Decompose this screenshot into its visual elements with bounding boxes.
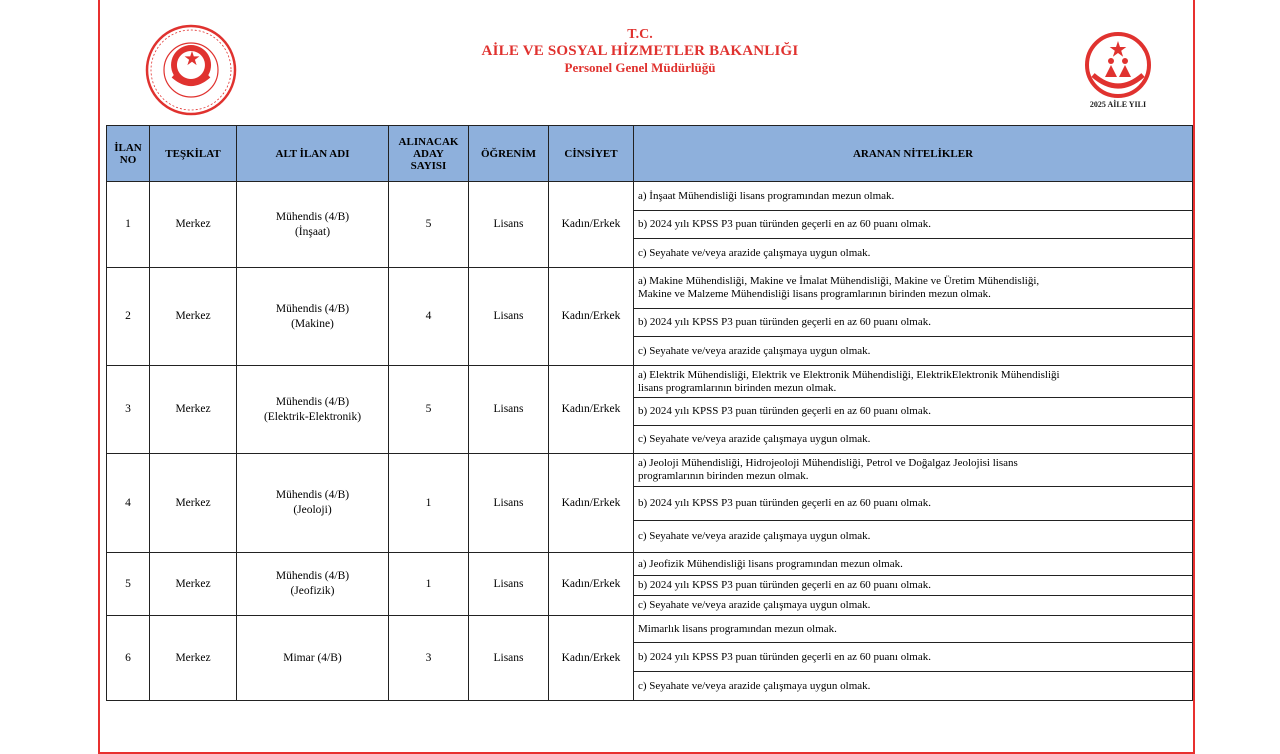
cell-ilan-no: 6 xyxy=(107,616,150,701)
cell-teskilat: Merkez xyxy=(150,616,237,701)
cell-ogrenim: Lisans xyxy=(469,553,549,616)
cell-qualification-b: b) 2024 yılı KPSS P3 puan türünden geçerli en az 60 puanı olmak. xyxy=(634,309,1193,337)
col-header-teskilat: TEŞKİLAT xyxy=(150,126,237,182)
cell-qualification-b: b) 2024 yılı KPSS P3 puan türünden geçerli en az 60 puanı olmak. xyxy=(634,576,1193,596)
cell-alt-ilan-adi: Mühendis (4/B) (Jeoloji) xyxy=(237,454,389,553)
table-row xyxy=(107,616,1193,643)
table-row xyxy=(107,268,1193,309)
table-row xyxy=(107,182,1193,211)
cell-aday-sayisi: 5 xyxy=(389,366,469,454)
job-listings-table xyxy=(106,125,1193,701)
cell-alt-ilan-adi: Mühendis (4/B) (Jeofizik) xyxy=(237,553,389,616)
cell-qualification-b: b) 2024 yılı KPSS P3 puan türünden geçerli en az 60 puanı olmak. xyxy=(634,211,1193,239)
cell-qualification-a: a) Makine Mühendisliği, Makine ve İmalat Mühendisliği, Makine ve Üretim Mühendisliği, Makine ve Malzeme Mühendisliği lisans programlarının birinden mezun olmak. xyxy=(634,268,1193,309)
cell-ogrenim: Lisans xyxy=(469,366,549,454)
table-row xyxy=(107,553,1193,576)
family-year-label: 2025 AİLE YILI xyxy=(1089,100,1147,109)
cell-cinsiyet: Kadın/Erkek xyxy=(549,268,634,366)
header-line-tc: T.C. xyxy=(627,27,653,42)
cell-cinsiyet: Kadın/Erkek xyxy=(549,454,634,553)
cell-ogrenim: Lisans xyxy=(469,454,549,553)
col-header-ilan-no: İLAN NO xyxy=(107,126,150,182)
cell-alt-ilan-adi: Mühendis (4/B) (İnşaat) xyxy=(237,182,389,268)
department-name: Personel Genel Müdürlüğü xyxy=(564,60,716,75)
cell-qualification-a: a) Elektrik Mühendisliği, Elektrik ve Elektronik Mühendisliği, ElektrikElektronik Mühendisliği lisans programlarının birinden mezun olmak. xyxy=(634,366,1193,398)
ministry-seal-icon xyxy=(145,24,237,116)
cell-qualification-a: a) Jeoloji Mühendisliği, Hidrojeoloji Mühendisliği, Petrol ve Doğalgaz Jeolojisi lisans programlarının birinden mezun olmak. xyxy=(634,454,1193,487)
col-header-nitelikler: ARANAN NİTELİKLER xyxy=(634,126,1193,182)
cell-aday-sayisi: 4 xyxy=(389,268,469,366)
cell-aday-sayisi: 3 xyxy=(389,616,469,701)
table-header-row xyxy=(107,126,1193,182)
cell-qualification-a: a) Jeofizik Mühendisliği lisans programından mezun olmak. xyxy=(634,553,1193,576)
col-header-ogrenim: ÖĞRENİM xyxy=(469,126,549,182)
cell-cinsiyet: Kadın/Erkek xyxy=(549,553,634,616)
col-header-alt-ilan-adi: ALT İLAN ADI xyxy=(237,126,389,182)
cell-qualification-c: c) Seyahate ve/veya arazide çalışmaya uygun olmak. xyxy=(634,337,1193,366)
cell-ilan-no: 2 xyxy=(107,268,150,366)
cell-ilan-no: 3 xyxy=(107,366,150,454)
cell-ogrenim: Lisans xyxy=(469,268,549,366)
cell-teskilat: Merkez xyxy=(150,268,237,366)
col-header-cinsiyet: CİNSİYET xyxy=(549,126,634,182)
col-header-aday-sayisi: ALINACAK ADAY SAYISI xyxy=(389,126,469,182)
cell-qualification-b: b) 2024 yılı KPSS P3 puan türünden geçerli en az 60 puanı olmak. xyxy=(634,398,1193,426)
cell-qualification-a: a) İnşaat Mühendisliği lisans programından mezun olmak. xyxy=(634,182,1193,211)
cell-ogrenim: Lisans xyxy=(469,182,549,268)
cell-alt-ilan-adi: Mimar (4/B) xyxy=(237,616,389,701)
cell-aday-sayisi: 1 xyxy=(389,553,469,616)
cell-qualification-c: c) Seyahate ve/veya arazide çalışmaya uygun olmak. xyxy=(634,426,1193,454)
cell-aday-sayisi: 5 xyxy=(389,182,469,268)
cell-ilan-no: 1 xyxy=(107,182,150,268)
cell-qualification-c: c) Seyahate ve/veya arazide çalışmaya uygun olmak. xyxy=(634,596,1193,616)
cell-aday-sayisi: 1 xyxy=(389,454,469,553)
cell-teskilat: Merkez xyxy=(150,182,237,268)
cell-qualification-c: c) Seyahate ve/veya arazide çalışmaya uygun olmak. xyxy=(634,239,1193,268)
cell-qualification-a: Mimarlık lisans programından mezun olmak. xyxy=(634,616,1193,643)
cell-cinsiyet: Kadın/Erkek xyxy=(549,366,634,454)
cell-alt-ilan-adi: Mühendis (4/B) (Makine) xyxy=(237,268,389,366)
table-row xyxy=(107,366,1193,398)
cell-teskilat: Merkez xyxy=(150,454,237,553)
document-header xyxy=(0,0,1280,126)
cell-cinsiyet: Kadın/Erkek xyxy=(549,182,634,268)
cell-cinsiyet: Kadın/Erkek xyxy=(549,616,634,701)
cell-qualification-b: b) 2024 yılı KPSS P3 puan türünden geçerli en az 60 puanı olmak. xyxy=(634,487,1193,521)
cell-ogrenim: Lisans xyxy=(469,616,549,701)
cell-qualification-c: c) Seyahate ve/veya arazide çalışmaya uygun olmak. xyxy=(634,521,1193,553)
cell-alt-ilan-adi: Mühendis (4/B) (Elektrik-Elektronik) xyxy=(237,366,389,454)
table-row xyxy=(107,454,1193,487)
cell-ilan-no: 4 xyxy=(107,454,150,553)
cell-teskilat: Merkez xyxy=(150,366,237,454)
cell-qualification-b: b) 2024 yılı KPSS P3 puan türünden geçerli en az 60 puanı olmak. xyxy=(634,643,1193,672)
cell-ilan-no: 5 xyxy=(107,553,150,616)
cell-qualification-c: c) Seyahate ve/veya arazide çalışmaya uygun olmak. xyxy=(634,672,1193,701)
ministry-name: AİLE VE SOSYAL HİZMETLER BAKANLIĞI xyxy=(481,43,799,59)
cell-teskilat: Merkez xyxy=(150,553,237,616)
